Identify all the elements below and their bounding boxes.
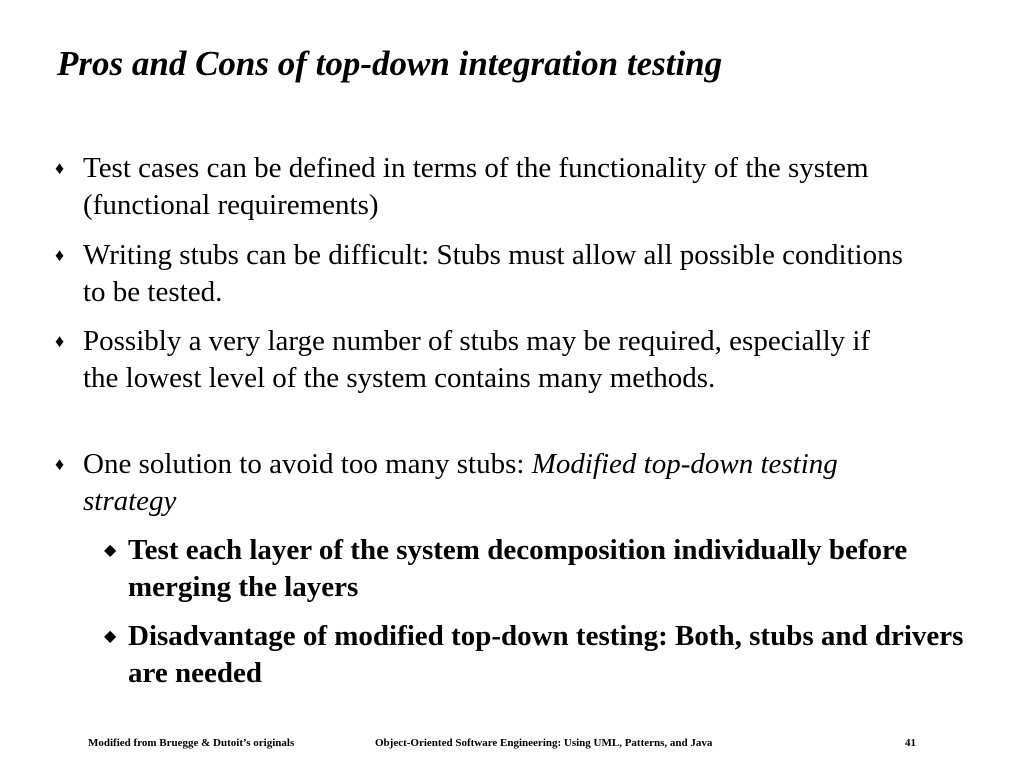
footer-book-title: Object-Oriented Software Engineering: Using UML, Patterns, and Java xyxy=(375,737,713,749)
sub-bullet-text: Disadvantage of modified top-down testing: Both, stubs and drivers are needed xyxy=(128,620,964,689)
diamond-sub-bullet-icon: ◆ xyxy=(104,628,117,645)
bullet-emphasis: Modified top-down testing strategy xyxy=(83,448,838,517)
bullet-item xyxy=(55,446,903,520)
bullet-text: One solution to avoid too many stubs: xyxy=(83,448,532,480)
page-number: 41 xyxy=(905,737,916,749)
sub-bullet-text: Test each layer of the system decomposition individually before merging the layers xyxy=(128,534,908,603)
sub-bullet-item xyxy=(104,532,968,606)
sub-bullet-item xyxy=(104,618,968,692)
footer-attribution: Modified from Bruegge & Dutoit’s originals xyxy=(88,737,295,749)
bullet-item xyxy=(55,237,918,311)
slide-title: Pros and Cons of top-down integration testing xyxy=(57,44,723,83)
diamond-sub-bullet-icon: ◆ xyxy=(104,542,117,559)
bullet-item xyxy=(55,150,918,224)
diamond-bullet-icon: ♦ xyxy=(55,331,65,351)
bullet-text: Possibly a very large number of stubs may be required, especially if the lowest level of the system contains many methods. xyxy=(83,325,871,394)
bullet-text: Test cases can be defined in terms of the functionality of the system (functional requirements) xyxy=(83,152,869,221)
diamond-bullet-icon: ♦ xyxy=(55,158,65,178)
bullet-text: Writing stubs can be difficult: Stubs must allow all possible conditions to be tested. xyxy=(83,239,903,308)
diamond-bullet-icon: ♦ xyxy=(55,245,65,265)
bullet-item xyxy=(55,323,883,397)
diamond-bullet-icon: ♦ xyxy=(55,454,65,474)
